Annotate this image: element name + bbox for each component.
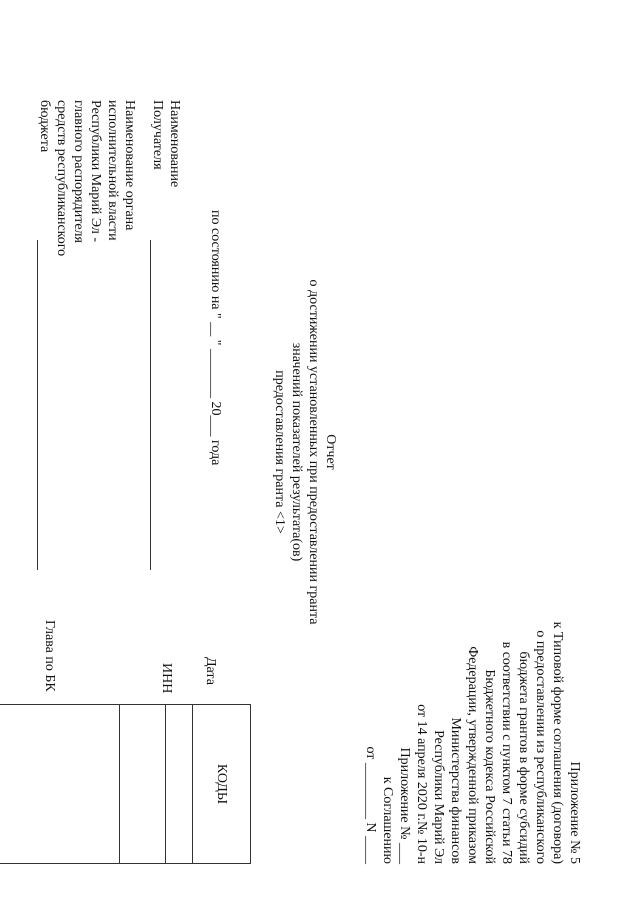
- date-code-label: Дата: [203, 657, 218, 685]
- inn-label: ИНН: [159, 663, 174, 694]
- codes-header: КОДЫ: [193, 705, 251, 864]
- recipient-label: Наименование Получателя: [150, 100, 182, 188]
- appendix-line: от 14 апреля 2020 г.№ 10-н: [414, 704, 429, 864]
- appendix-line: Министерства финансов: [448, 717, 463, 864]
- appendix-line: к Соглашению: [380, 776, 395, 864]
- codes-table: [0, 704, 251, 864]
- appendix-line: Бюджетного кодекса Российской: [482, 669, 497, 864]
- appendix-line: к Типовой форме соглашения (договора): [550, 621, 565, 864]
- title-line: предоставления гранта <1>: [272, 370, 287, 534]
- bk-label: Глава по БК: [42, 620, 57, 692]
- report-date-line: по состоянию на " __ " _______ 20___ года: [208, 210, 223, 466]
- appendix-line: Приложение № ___: [397, 747, 412, 864]
- title-line: о достижении установленных при предоставлении гранта: [306, 279, 321, 625]
- org-name-field[interactable]: [37, 240, 38, 570]
- appendix-header: [362, 604, 583, 864]
- bk-code-cell[interactable]: [0, 705, 120, 864]
- appendix-line: от ________ N ____: [363, 746, 378, 864]
- appendix-line: Республики Марий Эл: [431, 730, 446, 864]
- title-line: значений показателей результата(ов): [289, 342, 304, 562]
- org-label: Наименование органа исполнительной власти Республики Марий Эл - главного распорядителя средств республиканского бюджета: [37, 100, 137, 257]
- appendix-line: бюджета грантов в форме субсидий: [516, 651, 531, 864]
- appendix-line: Федерации, утвержденной приказом: [465, 646, 480, 864]
- appendix-line: в соответствии с пунктом 7 статьи 78: [499, 641, 514, 864]
- recipient-name-field[interactable]: [150, 240, 151, 570]
- date-code-cell[interactable]: [166, 705, 193, 864]
- title-line: Отчет: [323, 434, 338, 470]
- inn-code-cell[interactable]: [120, 705, 166, 864]
- appendix-line: о предоставлении из республиканского: [533, 630, 548, 864]
- appendix-line: Приложение № 5: [567, 761, 582, 864]
- report-title: [271, 0, 339, 904]
